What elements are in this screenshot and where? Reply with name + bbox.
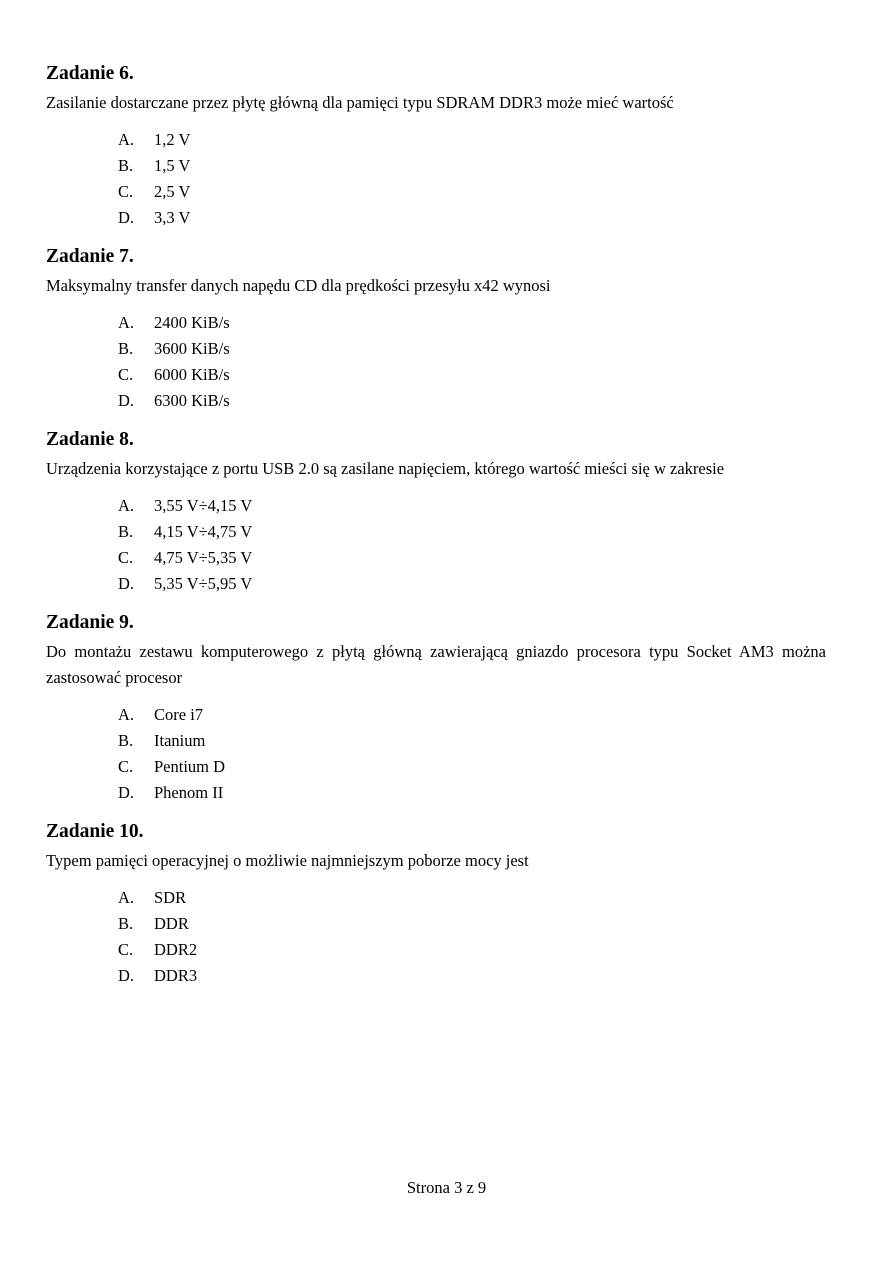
task-7 xyxy=(46,245,826,414)
answer-option-a xyxy=(118,310,826,336)
answer-option-b xyxy=(118,153,826,179)
option-text: DDR xyxy=(154,914,189,933)
answer-option-d xyxy=(118,205,826,231)
task-question: Do montażu zestawu komputerowego z płytą główną zawierającą gniazdo procesora typu Socket AM3 można zastosować procesor xyxy=(46,642,826,687)
option-letter: A. xyxy=(118,313,135,332)
option-text: 5,35 V÷5,95 V xyxy=(154,574,253,593)
answer-option-d xyxy=(118,780,826,806)
option-letter: D. xyxy=(118,574,135,593)
answer-option-d xyxy=(118,571,826,597)
exam-page xyxy=(46,62,826,989)
option-letter: C. xyxy=(118,757,134,776)
option-text: Phenom II xyxy=(154,783,224,802)
task-9 xyxy=(46,611,826,806)
option-letter: A. xyxy=(118,496,135,515)
option-letter: B. xyxy=(118,156,134,175)
option-text: 4,75 V÷5,35 V xyxy=(154,548,253,567)
task-question: Urządzenia korzystające z portu USB 2.0 są zasilane napięciem, którego wartość mieści się w zakresie xyxy=(46,459,725,478)
option-letter: D. xyxy=(118,966,135,985)
option-letter: C. xyxy=(118,940,134,959)
answer-option-b xyxy=(118,519,826,545)
option-letter: C. xyxy=(118,365,134,384)
option-text: 3,3 V xyxy=(154,208,191,227)
option-letter: D. xyxy=(118,783,135,802)
answer-option-b xyxy=(118,336,826,362)
option-text: 6300 KiB/s xyxy=(154,391,230,410)
answer-option-d xyxy=(118,963,826,989)
answer-option-b xyxy=(118,911,826,937)
answer-option-b xyxy=(118,728,826,754)
option-text: 3,55 V÷4,15 V xyxy=(154,496,253,515)
task-10 xyxy=(46,820,826,989)
option-text: DDR3 xyxy=(154,966,198,985)
option-text: Pentium D xyxy=(154,757,226,776)
option-letter: A. xyxy=(118,705,135,724)
option-text: 1,2 V xyxy=(154,130,191,149)
option-text: DDR2 xyxy=(154,940,198,959)
answer-option-c xyxy=(118,937,826,963)
task-8 xyxy=(46,428,826,597)
task-question: Zasilanie dostarczane przez płytę główną dla pamięci typu SDRAM DDR3 może mieć wartość xyxy=(46,93,674,112)
answer-options xyxy=(46,702,826,806)
answer-option-c xyxy=(118,545,826,571)
option-letter: C. xyxy=(118,548,134,567)
option-text: 4,15 V÷4,75 V xyxy=(154,522,253,541)
answer-option-a xyxy=(118,493,826,519)
option-letter: C. xyxy=(118,182,134,201)
answer-option-c xyxy=(118,362,826,388)
task-title: Zadanie 6. xyxy=(46,63,134,84)
option-text: 1,5 V xyxy=(154,156,191,175)
page-number: Strona 3 z 9 xyxy=(406,1178,487,1197)
option-text: Itanium xyxy=(154,731,206,750)
answer-option-a xyxy=(118,702,826,728)
task-title: Zadanie 10. xyxy=(46,821,144,842)
option-letter: B. xyxy=(118,914,134,933)
answer-options xyxy=(46,127,826,231)
answer-option-a xyxy=(118,885,826,911)
option-text: 2,5 V xyxy=(154,182,191,201)
task-title: Zadanie 7. xyxy=(46,246,134,267)
option-letter: D. xyxy=(118,208,135,227)
task-title: Zadanie 8. xyxy=(46,429,134,450)
option-letter: D. xyxy=(118,391,135,410)
option-letter: B. xyxy=(118,339,134,358)
option-text: 6000 KiB/s xyxy=(154,365,230,384)
answer-option-c xyxy=(118,179,826,205)
task-question: Typem pamięci operacyjnej o możliwie najmniejszym poborze mocy jest xyxy=(46,851,529,870)
option-letter: A. xyxy=(118,888,135,907)
answer-options xyxy=(46,310,826,414)
option-letter: A. xyxy=(118,130,135,149)
option-letter: B. xyxy=(118,731,134,750)
answer-option-c xyxy=(118,754,826,780)
option-text: 2400 KiB/s xyxy=(154,313,230,332)
answer-option-d xyxy=(118,388,826,414)
task-question: Maksymalny transfer danych napędu CD dla prędkości przesyłu x42 wynosi xyxy=(46,276,551,295)
task-title: Zadanie 9. xyxy=(46,612,134,633)
option-text: Core i7 xyxy=(154,705,204,724)
option-letter: B. xyxy=(118,522,134,541)
answer-options xyxy=(46,493,826,597)
answer-option-a xyxy=(118,127,826,153)
answer-options xyxy=(46,885,826,989)
option-text: 3600 KiB/s xyxy=(154,339,230,358)
option-text: SDR xyxy=(154,888,187,907)
task-6 xyxy=(46,62,826,231)
